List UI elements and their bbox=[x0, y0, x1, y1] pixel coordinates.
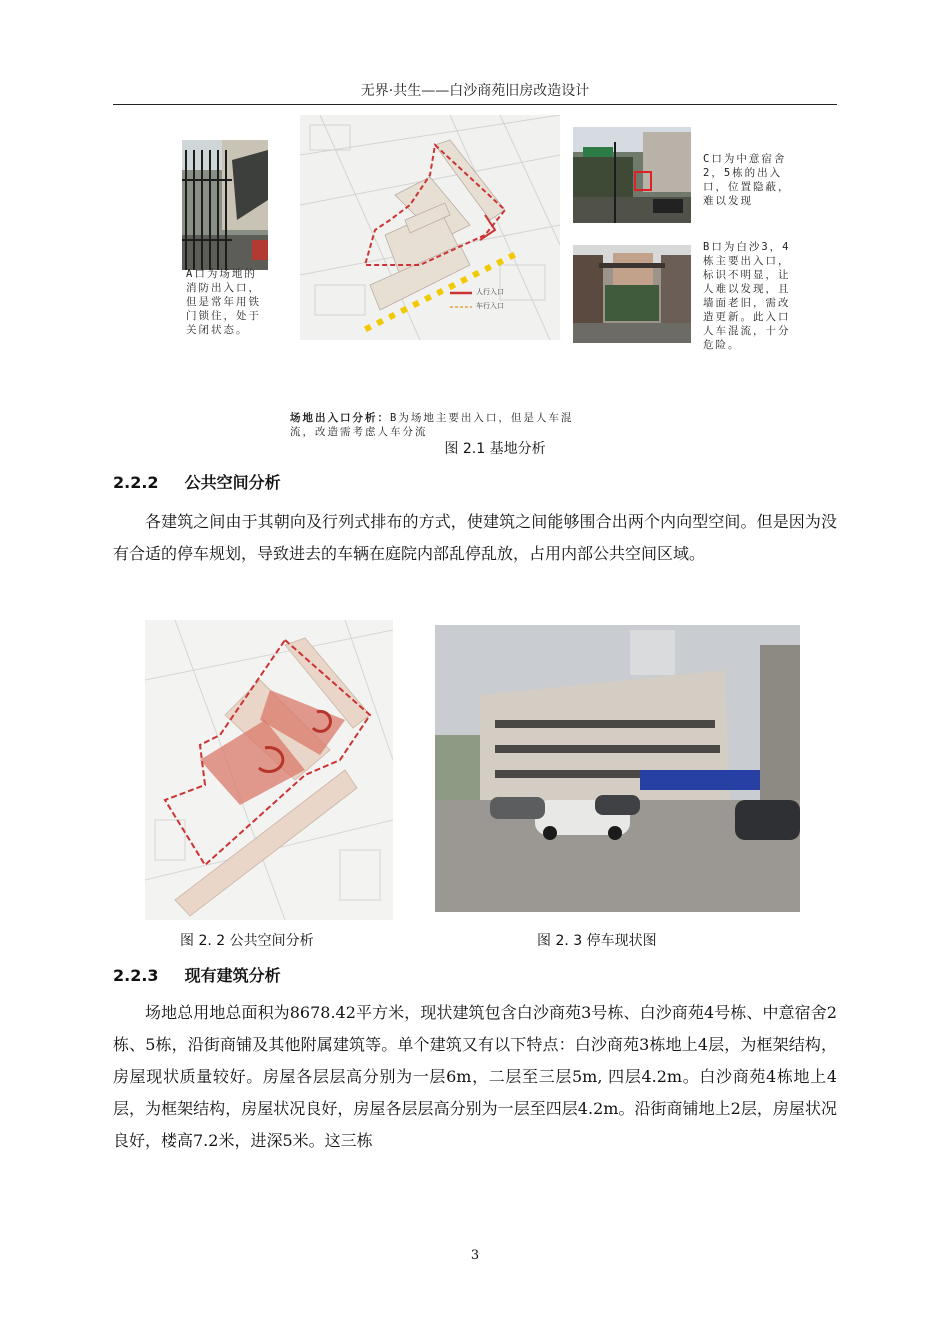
figure-public-space-diagram bbox=[145, 620, 393, 920]
caption-figure-2-2: 图 2. 2 公共空间分析 bbox=[180, 933, 314, 949]
section-title: 公共空间分析 bbox=[184, 473, 281, 492]
note-entrance-b: B口为白沙3，4 栋主要出入口， 标识不明显，让 人难以发现，且 墙面老旧，需改 造更新。此入口 人车混流，十分 危险。 bbox=[703, 241, 791, 351]
entrance-analysis-note bbox=[290, 397, 650, 439]
caption-figure-2-3: 图 2. 3 停车现状图 bbox=[537, 933, 657, 949]
legend-pedestrian: 人行入口 bbox=[476, 288, 504, 296]
figure-site-analysis bbox=[170, 115, 810, 438]
section-heading-2-2-3 bbox=[113, 963, 281, 986]
header-rule bbox=[113, 104, 837, 105]
paragraph-public-space bbox=[113, 506, 837, 570]
entrance-analysis-text: B为场地主要出入口，但是人车混 流，改造需考虑人车分流 bbox=[290, 412, 574, 438]
running-header: 无界·共生——白沙商苑旧房改造设计 bbox=[360, 83, 590, 99]
section-title: 现有建筑分析 bbox=[184, 966, 281, 985]
caption-figure-2-1: 图 2.1 基地分析 bbox=[444, 441, 546, 457]
section-number: 2.2.2 bbox=[113, 473, 159, 492]
paragraph-text: 各建筑之间由于其朝向及行列式排布的方式，使建筑之间能够围合出两个内向型空间。但是因为没有合适的停车规划，导致进去的车辆在庭院内部乱停乱放，占用内部公共空间区域。 bbox=[113, 512, 837, 563]
figure-parking-photo bbox=[435, 625, 800, 912]
photo-entrance-b bbox=[573, 245, 691, 343]
site-plan-map bbox=[300, 115, 560, 340]
note-entrance-c: C口为中意宿舍 2，5栋的出入 口，位置隐蔽， 难以发现 bbox=[703, 153, 791, 207]
paragraph-text: 场地总用地总面积为8678.42平方米，现状建筑包含白沙商苑3号栋、白沙商苑4号栋、中意宿舍2栋、5栋，沿街商铺及其他附属建筑等。单个建筑又有以下特点：白沙商苑3栋地上4层，为框架结构，房屋现状质量较好。房屋各层层高分别为一层6m，二层至三层5m, 四层4.2m。白沙商苑4栋地上4层，为框架结构，房屋状况良好，房屋各层层高分别为一层至四层4.2m。沿街商铺地上2层，房屋状况良好，楼高7.2米，进深5米。这三栋 bbox=[113, 1003, 837, 1150]
section-heading-2-2-2 bbox=[113, 470, 281, 493]
page-number: 3 bbox=[470, 1248, 480, 1263]
paragraph-existing-buildings bbox=[113, 997, 837, 1157]
section-number: 2.2.3 bbox=[113, 966, 159, 985]
photo-entrance-c bbox=[573, 127, 691, 223]
legend-vehicle: 车行入口 bbox=[476, 302, 504, 310]
note-entrance-a: A口为场地的 消防出入口， 但是常年用铁 门锁住，处于 关闭状态。 bbox=[186, 268, 261, 336]
entrance-analysis-label: 场地出入口分析： bbox=[290, 412, 390, 424]
photo-entrance-a bbox=[182, 140, 268, 270]
